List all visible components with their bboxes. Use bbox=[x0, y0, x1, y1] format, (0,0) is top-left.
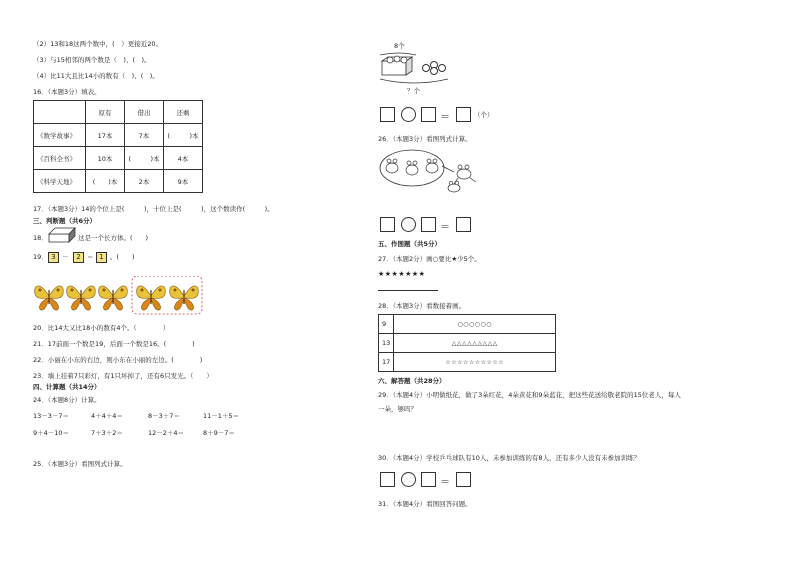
q27-title: 27．（本题2分）画○要比★少5个。 bbox=[378, 255, 481, 263]
drawing-line[interactable] bbox=[378, 290, 438, 291]
q15-part2: （2）13和18这两个数中，( ）更接近20。 bbox=[33, 40, 162, 48]
q19-box-3: 3 bbox=[48, 252, 59, 263]
table-cell: 4本 bbox=[164, 147, 203, 170]
q30-title: 30．（本题4分）学校乒乓球队有10人，未参加训练的有8人，还有多少人没有未参加训练？ bbox=[378, 454, 641, 462]
calc-item: 4＋4＋4＝ bbox=[91, 412, 123, 420]
q26-frogs-picture bbox=[378, 146, 488, 198]
table-cell: 7本 bbox=[125, 124, 164, 147]
table-cell: 17本 bbox=[86, 124, 125, 147]
table-cell: 《科学天地》 bbox=[34, 170, 86, 193]
q19-number: 19． bbox=[33, 253, 48, 261]
table-cell: 9 bbox=[379, 315, 394, 334]
box-icon bbox=[382, 61, 406, 75]
calc-item: 12－2＋4＝ bbox=[148, 429, 185, 437]
table-row bbox=[34, 124, 203, 147]
table-cell: 13 bbox=[379, 334, 394, 353]
equals-sign: ＝ bbox=[440, 477, 450, 488]
table-row bbox=[34, 170, 203, 193]
q25-picture bbox=[378, 51, 453, 87]
table-row bbox=[34, 147, 203, 170]
calc-item: 13－3－7＝ bbox=[33, 412, 70, 420]
ball-icon bbox=[439, 65, 446, 72]
answer-square[interactable] bbox=[380, 472, 395, 487]
operator-circle[interactable] bbox=[401, 107, 416, 122]
table-cell: 9本 bbox=[164, 170, 203, 193]
q19-equals: ＝ bbox=[87, 253, 94, 261]
q16-table bbox=[33, 100, 203, 193]
q22: 22．小丽在小东的右边，则小东在小丽的左边。( ) bbox=[33, 356, 203, 364]
section-4-heading: 四、计算题（共14分） bbox=[33, 383, 101, 391]
calc-item: 7＋3＋2＝ bbox=[91, 429, 123, 437]
table-cell[interactable]: ○○○○○○ bbox=[394, 315, 556, 334]
q19-minus: － bbox=[62, 253, 69, 261]
butterfly-icon bbox=[170, 286, 199, 310]
table-cell[interactable]: ☆☆☆☆☆☆☆☆☆☆ bbox=[394, 353, 556, 372]
table-header: 原有 bbox=[86, 101, 125, 124]
butterfly-icon bbox=[67, 286, 96, 310]
answer-square[interactable] bbox=[456, 472, 471, 487]
q21: 21．17前面一个数是19，后面一个数是16。( ) bbox=[33, 340, 195, 348]
table-header: 还剩 bbox=[164, 101, 203, 124]
equals-sign: ＝ bbox=[440, 112, 450, 123]
butterfly-icon bbox=[137, 286, 166, 310]
operator-circle[interactable] bbox=[401, 472, 416, 487]
table-row bbox=[379, 334, 556, 353]
table-row bbox=[379, 315, 556, 334]
answer-square[interactable] bbox=[421, 472, 436, 487]
label-question: ？个 bbox=[407, 87, 420, 95]
q17: 17．（本题3分）14的个位上是( )，十位上是( )，这个数读作( )。 bbox=[33, 205, 274, 213]
answer-square[interactable] bbox=[421, 217, 436, 232]
calc-item: 9＋4－10＝ bbox=[33, 429, 70, 437]
section-6-heading: 六、解答题（共28分） bbox=[378, 377, 446, 385]
table-cell: 2本 bbox=[125, 170, 164, 193]
q15-part3: （3）与15相邻的两个数是（ )、( )。 bbox=[33, 56, 151, 64]
table-cell[interactable]: △△△△△△△△△ bbox=[394, 334, 556, 353]
q28-table bbox=[378, 314, 556, 372]
q20: 20．比14大又比18小的数有4个。（ ） bbox=[33, 324, 170, 332]
q15-part4: （4）比11大且比14小的数有（ )、( )。 bbox=[33, 72, 159, 80]
calc-item: 11－1＋5＝ bbox=[203, 412, 240, 420]
q24-title: 24．（本题8分）计算。 bbox=[33, 396, 101, 404]
unit-ge: （个） bbox=[474, 111, 494, 119]
table-header: 借出 bbox=[125, 101, 164, 124]
answer-square[interactable] bbox=[456, 217, 471, 232]
table-cell: 10本 bbox=[86, 147, 125, 170]
answer-square[interactable] bbox=[421, 107, 436, 122]
q18-text: 这是一个长方体。( ) bbox=[78, 234, 149, 242]
table-cell: 《百科全书》 bbox=[34, 147, 86, 170]
table-cell[interactable]: ( )本 bbox=[164, 124, 203, 147]
q25-title: 25．（本题3分）看图列式计算。 bbox=[33, 460, 127, 468]
equals-sign: ＝ bbox=[440, 222, 450, 233]
answer-square[interactable] bbox=[456, 107, 471, 122]
q29-line2: 一朵，够吗？ bbox=[378, 405, 417, 413]
table-cell[interactable]: ( )本 bbox=[86, 170, 125, 193]
q19-box-1: 1 bbox=[96, 252, 107, 263]
butterflies-illustration bbox=[33, 276, 208, 316]
q23: 23．墙上挂着7只彩灯，有1只坏掉了，还有6只发光。（ ） bbox=[33, 372, 213, 380]
section-5-heading: 五、作图题（共5分） bbox=[378, 240, 442, 248]
q19-end: 。( ) bbox=[110, 253, 135, 261]
q26-title: 26．（本题3分）看图列式计算。 bbox=[378, 135, 472, 143]
section-3-heading: 三、判断题（共6分） bbox=[33, 217, 97, 225]
butterfly-icon bbox=[99, 286, 128, 310]
table-row bbox=[379, 353, 556, 372]
label-eight: 8个 bbox=[394, 42, 405, 50]
butterfly-icon bbox=[35, 286, 64, 310]
q31-title: 31．（本题4分）看图回答问题。 bbox=[378, 500, 472, 508]
stars-row: ★★★★★★★ bbox=[378, 270, 426, 278]
answer-square[interactable] bbox=[380, 217, 395, 232]
ball-icon bbox=[423, 65, 430, 72]
q16-title: 16．（本题3分）填表。 bbox=[33, 88, 101, 96]
table-cell[interactable]: ( )本 bbox=[125, 147, 164, 170]
answer-square[interactable] bbox=[380, 107, 395, 122]
calc-item: 8－3＋7＝ bbox=[148, 412, 180, 420]
cuboid-icon bbox=[47, 226, 77, 244]
ball-icon bbox=[431, 68, 438, 75]
frog-icon bbox=[448, 181, 460, 192]
operator-circle[interactable] bbox=[401, 217, 416, 232]
q18-number: 18． bbox=[33, 234, 48, 242]
calc-item: 8＋9－7＝ bbox=[203, 429, 235, 437]
q28-title: 28．（本题3分）看数接着画。 bbox=[378, 302, 466, 310]
table-row bbox=[34, 101, 203, 124]
q19-box-2: 2 bbox=[73, 252, 84, 263]
table-cell: 《数学故事》 bbox=[34, 124, 86, 147]
q29-line1: 29．（本题4分）小明做纸花，做了3朵红花，4朵黄花和9朵蓝花，把这些花送给敬老院的15位老人，每人 bbox=[378, 391, 681, 399]
table-cell bbox=[34, 101, 86, 124]
table-cell: 17 bbox=[379, 353, 394, 372]
